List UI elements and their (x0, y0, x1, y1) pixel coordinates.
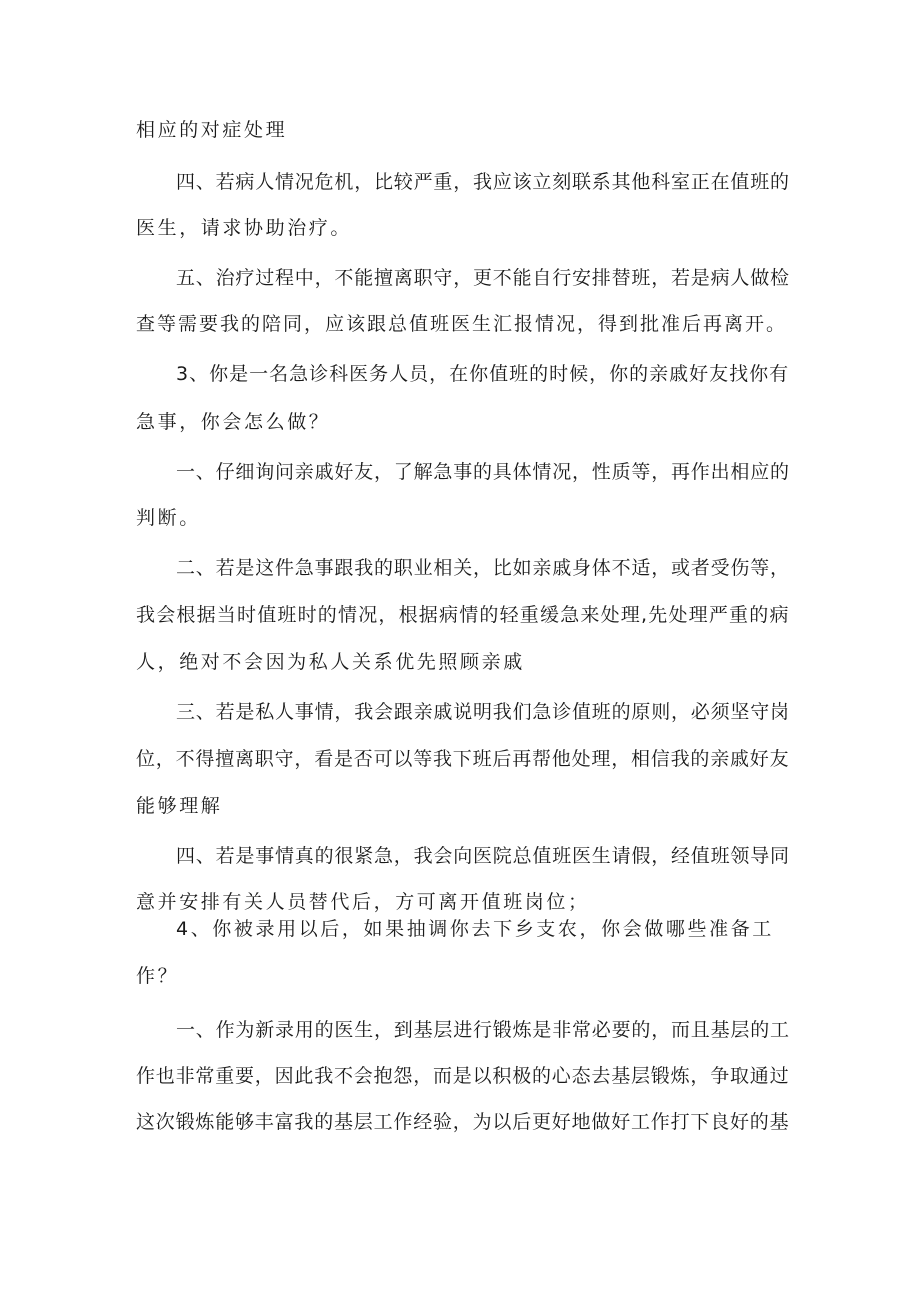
text-line: 三、若是私人事情，我会跟亲戚说明我们急诊值班的原则，必须坚守岗 (176, 701, 790, 723)
text-line: 作？ (136, 965, 180, 987)
text-line: 急事，你会怎么做？ (136, 411, 331, 433)
text-line: 一、仔细询问亲戚好友，了解急事的具体情况，性质等，再作出相应的 (176, 461, 790, 483)
text-line: 作也非常重要，因此我不会抱怨，而是以积极的心态去基层锻炼，争取通过 (136, 1065, 790, 1087)
text-line: 3、你是一名急诊科医务人员，在你值班的时候，你的亲戚好友找你有 (176, 363, 790, 385)
text-line: 位，不得擅离职守，看是否可以等我下班后再帮他处理，相信我的亲戚好友 (136, 748, 790, 770)
text-line: 人，绝对不会因为私人关系优先照顾亲戚 (136, 651, 525, 673)
text-line: 能够理解 (136, 795, 223, 817)
text-line: 判断。 (136, 507, 201, 529)
text-line: 四、若病人情况危机，比较严重，我应该立刻联系其他科室正在值班的 (176, 171, 790, 193)
text-line: 查等需要我的陪同，应该跟总值班医生汇报情况，得到批准后再离开。 (136, 313, 788, 335)
text-line: 我会根据当时值班时的情况，根据病情的轻重缓急来处理,先处理严重的病 (136, 604, 790, 626)
text-line: 五、治疗过程中，不能擅离职守，更不能自行安排替班，若是病人做检 (176, 267, 790, 289)
text-line: 四、若是事情真的很紧急，我会向医院总值班医生请假，经值班领导同 (176, 845, 790, 867)
text-line: 二、若是这件急事跟我的职业相关，比如亲戚身体不适，或者受伤等， (176, 557, 790, 579)
text-line: 一、作为新录用的医生，到基层进行锻炼是非常必要的，而且基层的工 (176, 1019, 790, 1041)
text-line: 医生，请求协助治疗。 (136, 217, 353, 239)
text-line: 相应的对症处理 (136, 119, 288, 141)
text-line: 这次锻炼能够丰富我的基层工作经验，为以后更好地做好工作打下良好的基 (136, 1111, 790, 1133)
text-line: 意并安排有关人员替代后，方可离开值班岗位； (136, 891, 590, 913)
text-line: 4、你被录用以后，如果抽调你去下乡支农，你会做哪些准备工 (176, 918, 774, 940)
